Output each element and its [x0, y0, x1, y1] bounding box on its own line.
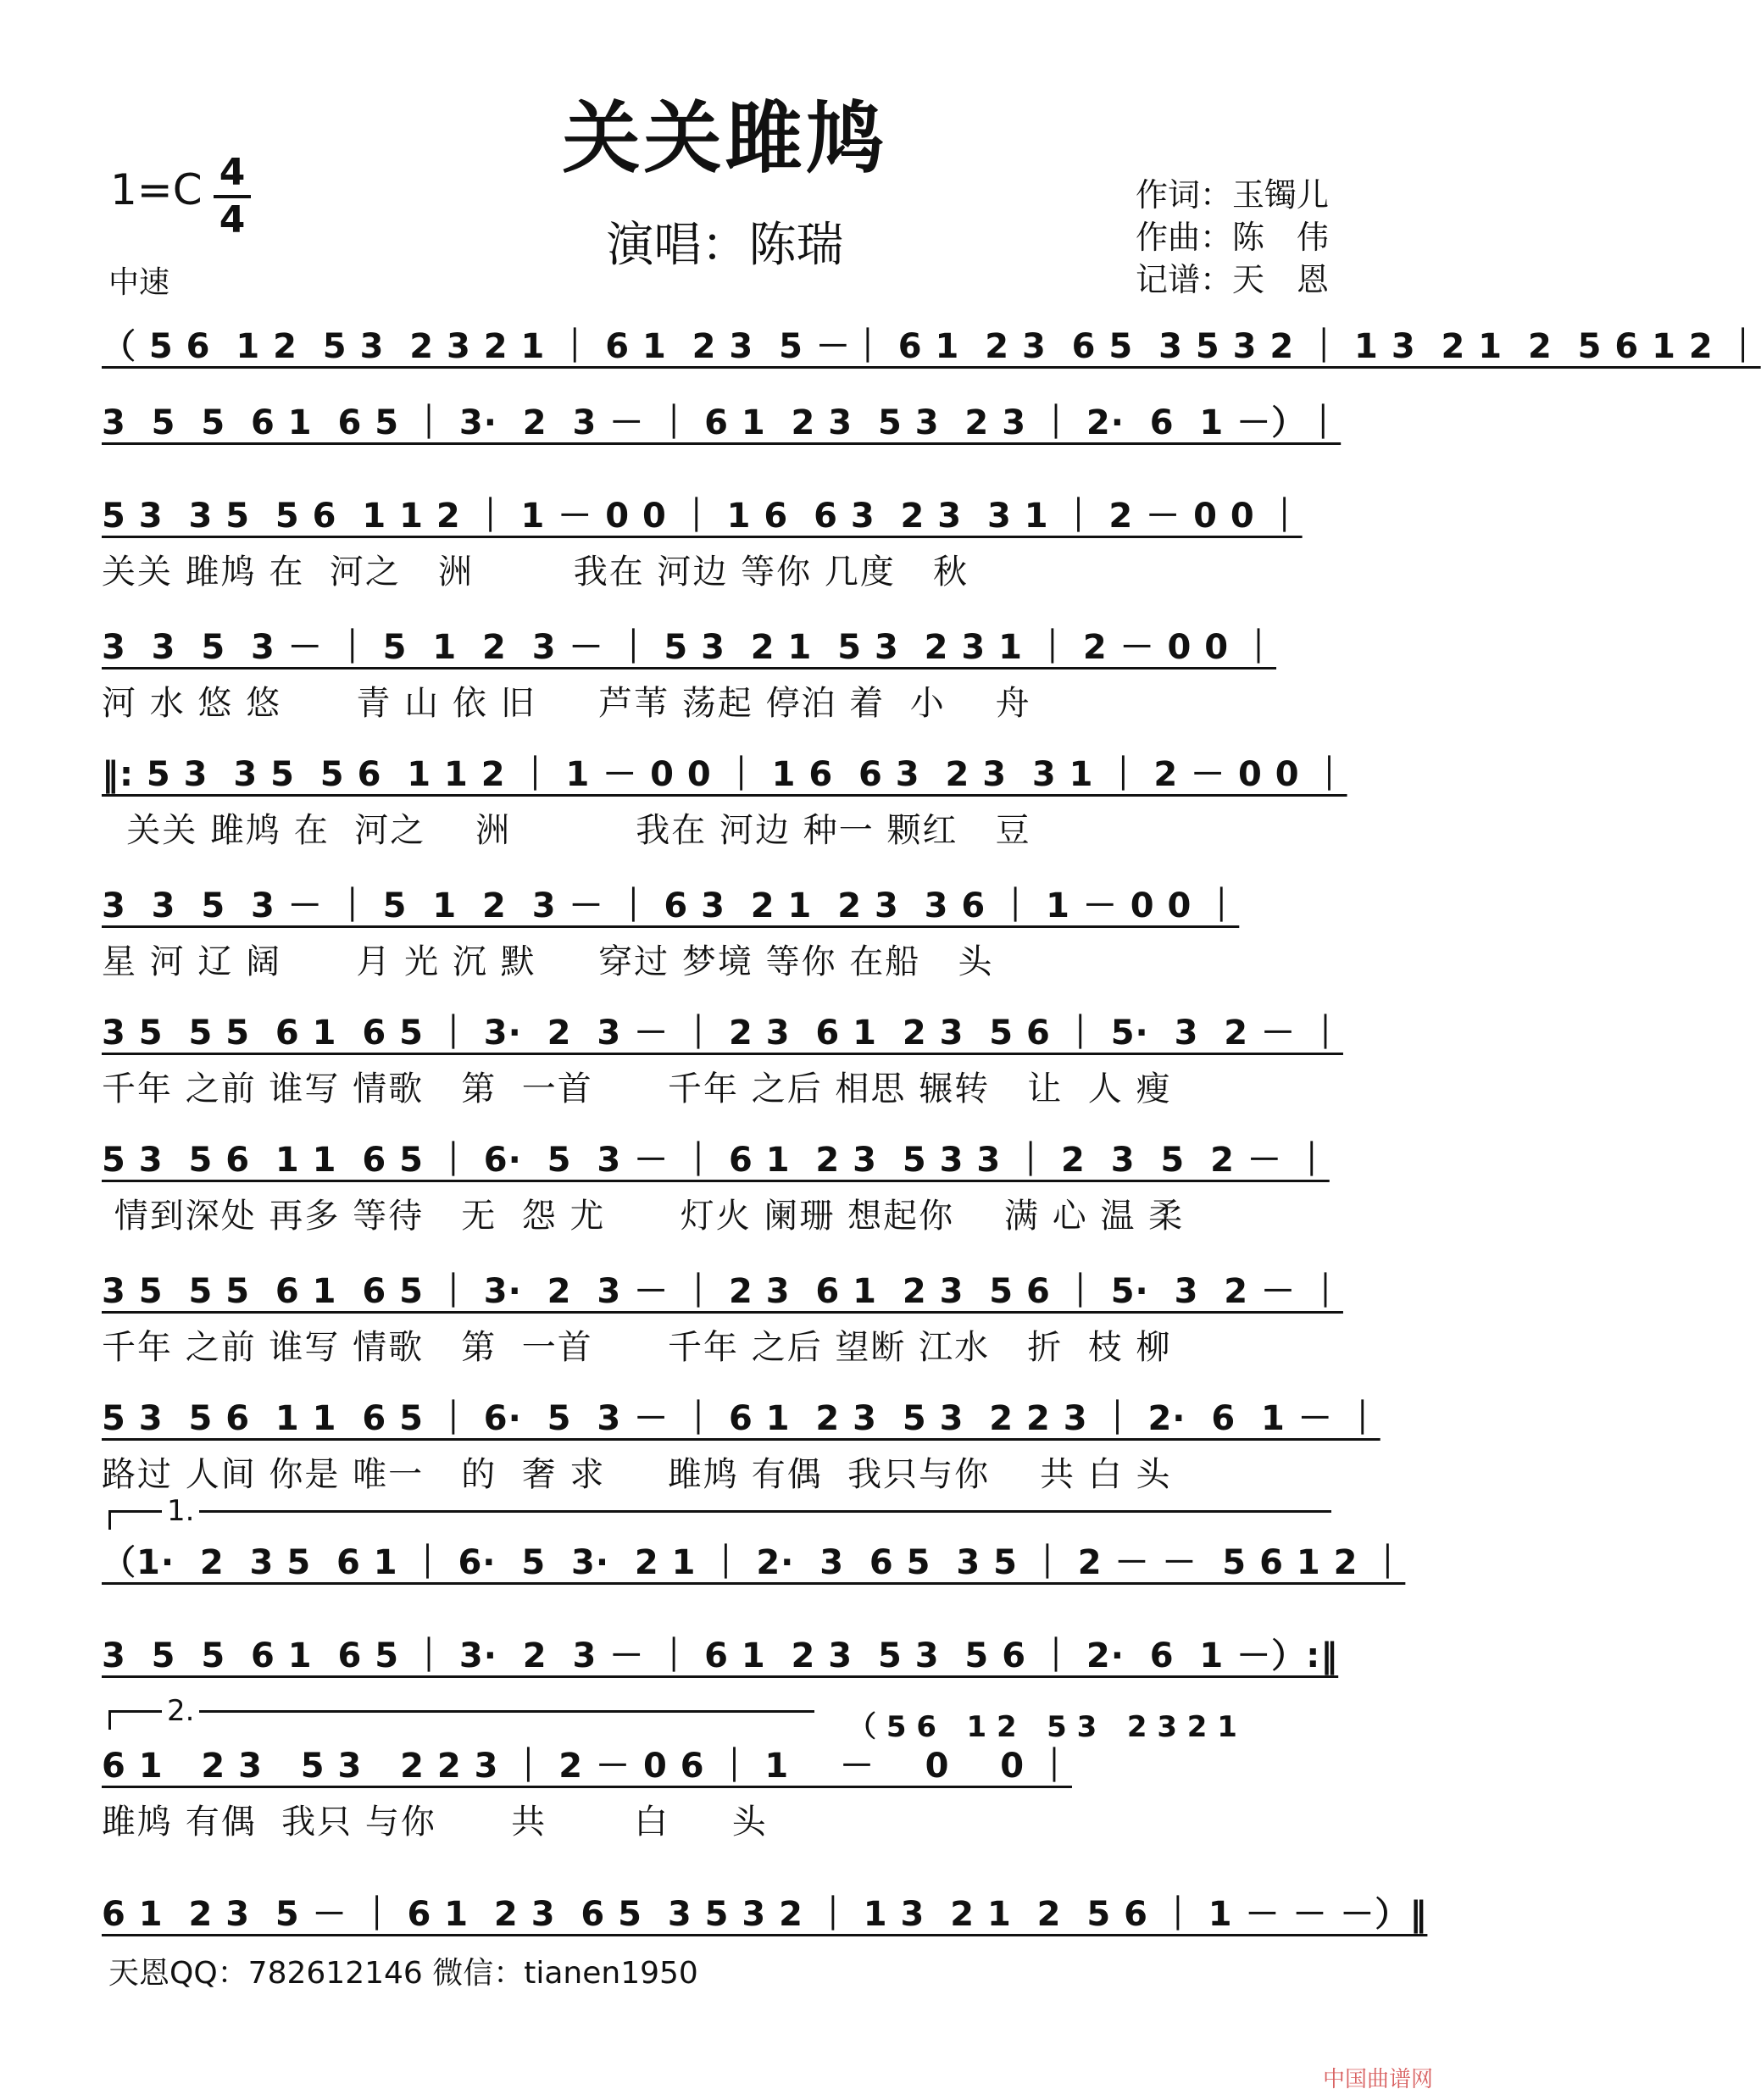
staff-system [102, 326, 1761, 367]
notation-line: 3 5 5 6 1 6 5 ｜ 3· 2 3 － ｜ 6 1 2 3 5 3 2 3 ｜ 2· 6 1 －）｜ [102, 403, 1342, 442]
notation-line: （1· 2 3 5 6 1 ｜ 6· 5 3· 2 1 ｜ 2· 3 6 5 3 5 ｜ 2 － － 5 6 1 2 ｜ [102, 1543, 1406, 1582]
time-denominator: 4 [219, 198, 246, 242]
notation-line: （ 5 6 1 2 5 3 2 3 2 1 ｜ 6 1 2 3 5 －｜ 6 1 2 3 6 5 3 5 3 2 ｜ 1 3 2 1 2 5 6 1 2 ｜ [102, 327, 1761, 366]
lyric-line: 千年 之前 谁写 情歌 第 一首 千年 之后 望断 江水 折 枝 柳 [102, 1328, 1172, 1367]
singer-credit: 演唱：陈瑞 [606, 218, 844, 273]
lyric-line: 关关 雎鸠 在 河之 洲 我在 河边 等你 几度 秋 [102, 553, 969, 592]
composer-credit: 作曲：陈 伟 [1136, 219, 1330, 256]
notation-line: 5 3 5 6 1 1 6 5 ｜ 6· 5 3 － ｜ 6 1 2 3 5 3 3 ｜ 2 3 5 2 － ｜ [102, 1141, 1330, 1180]
staff-system [102, 1636, 1339, 1676]
key-signature: 1=C [110, 165, 203, 214]
staff-system [102, 1398, 1380, 1494]
staff-system [102, 496, 1339, 591]
notation-line: 3 5 5 5 6 1 6 5 ｜ 3· 2 3 － ｜ 2 3 6 1 2 3 5 6 ｜ 5· 3 2 － ｜ [102, 1014, 1343, 1053]
lyric-line: 河 水 悠 悠 青 山 依 旧 芦苇 荡起 停泊 着 小 舟 [102, 684, 1031, 723]
lyricist-credit: 作词：玉镯儿 [1136, 176, 1330, 214]
notation-line: 3 5 5 5 6 1 6 5 ｜ 3· 2 3 － ｜ 2 3 6 1 2 3 5 6 ｜ 5· 3 2 － ｜ [102, 1272, 1343, 1311]
notation-line: 3 3 5 3 － ｜ 5 1 2 3 － ｜ 5 3 2 1 5 3 2 3 1 ｜ 2 － 0 0 ｜ [102, 628, 1277, 667]
transcriber-credit: 记谱：天 恩 [1136, 261, 1330, 298]
time-signature [212, 151, 253, 242]
contact-footer: 天恩QQ：782612146 微信：tianen1950 [108, 1956, 698, 1991]
tempo-marking: 中速 [108, 265, 170, 300]
notation-line: 6 1 2 3 5 3 2 2 3 ｜ 2 － 0 6 ｜ 1 － 0 0 ｜ [102, 1747, 1072, 1786]
staff-system [102, 1542, 1406, 1583]
volta-bracket-2 [108, 1694, 814, 1730]
staff-system [102, 1894, 1428, 1935]
staff-system [102, 1746, 1339, 1841]
lyric-line: 星 河 辽 阔 月 光 沉 默 穿过 梦境 等你 在船 头 [102, 942, 994, 981]
lyric-line: 雎鸠 有偶 我只 与你 共 白 头 [102, 1803, 768, 1842]
volta-1-label: 1. [162, 1494, 199, 1528]
notation-line: ‖: 5 3 3 5 5 6 1 1 2 ｜ 1 － 0 0 ｜ 1 6 6 3 2 3 3 1 ｜ 2 － 0 0 ｜ [102, 755, 1347, 794]
volta-2-intro-notes: （ 5 6 1 2 5 3 2 3 2 1 [847, 1710, 1237, 1744]
staff-system [102, 1271, 1343, 1367]
volta-2-label: 2. [162, 1694, 199, 1728]
notation-line: 5 3 5 6 1 1 6 5 ｜ 6· 5 3 － ｜ 6 1 2 3 5 3 2 2 3 ｜ 2· 6 1 － ｜ [102, 1399, 1380, 1438]
lyric-line: 关关 雎鸠 在 河之 洲 我在 河边 种一 颗红 豆 [102, 811, 1031, 850]
staff-system [102, 1140, 1339, 1235]
watermark: 中国曲谱网 [1322, 2067, 1433, 2092]
notation-line: 6 1 2 3 5 － ｜ 6 1 2 3 6 5 3 5 3 2 ｜ 1 3 2 1 2 5 6 ｜ 1 － － －）‖ [102, 1895, 1428, 1934]
notation-line: 3 3 5 3 － ｜ 5 1 2 3 － ｜ 6 3 2 1 2 3 3 6 ｜ 1 － 0 0 ｜ [102, 886, 1240, 925]
staff-system [102, 886, 1339, 981]
lyric-line: 路过 人间 你是 唯一 的 奢 求 雎鸠 有偶 我只与你 共 白 头 [102, 1455, 1172, 1494]
volta-bracket-1 [108, 1494, 1331, 1530]
staff-system [102, 403, 1342, 443]
lyric-line: 情到深处 再多 等待 无 怨 尤 灯火 阑珊 想起你 满 心 温 柔 [102, 1197, 1185, 1236]
time-numerator: 4 [219, 151, 246, 194]
staff-system [102, 754, 1347, 850]
notation-line: 5 3 3 5 5 6 1 1 2 ｜ 1 － 0 0 ｜ 1 6 6 3 2 3 3 1 ｜ 2 － 0 0 ｜ [102, 497, 1303, 536]
notation-line: 3 5 5 6 1 6 5 ｜ 3· 2 3 － ｜ 6 1 2 3 5 3 5 6 ｜ 2· 6 1 －）:‖ [102, 1636, 1339, 1675]
page-title: 关关雎鸠 [562, 93, 888, 184]
credits-block [1136, 174, 1329, 301]
lyric-line: 千年 之前 谁写 情歌 第 一首 千年 之后 相思 辗转 让 人 瘦 [102, 1069, 1172, 1108]
staff-system [102, 1013, 1343, 1108]
staff-system [102, 627, 1339, 722]
